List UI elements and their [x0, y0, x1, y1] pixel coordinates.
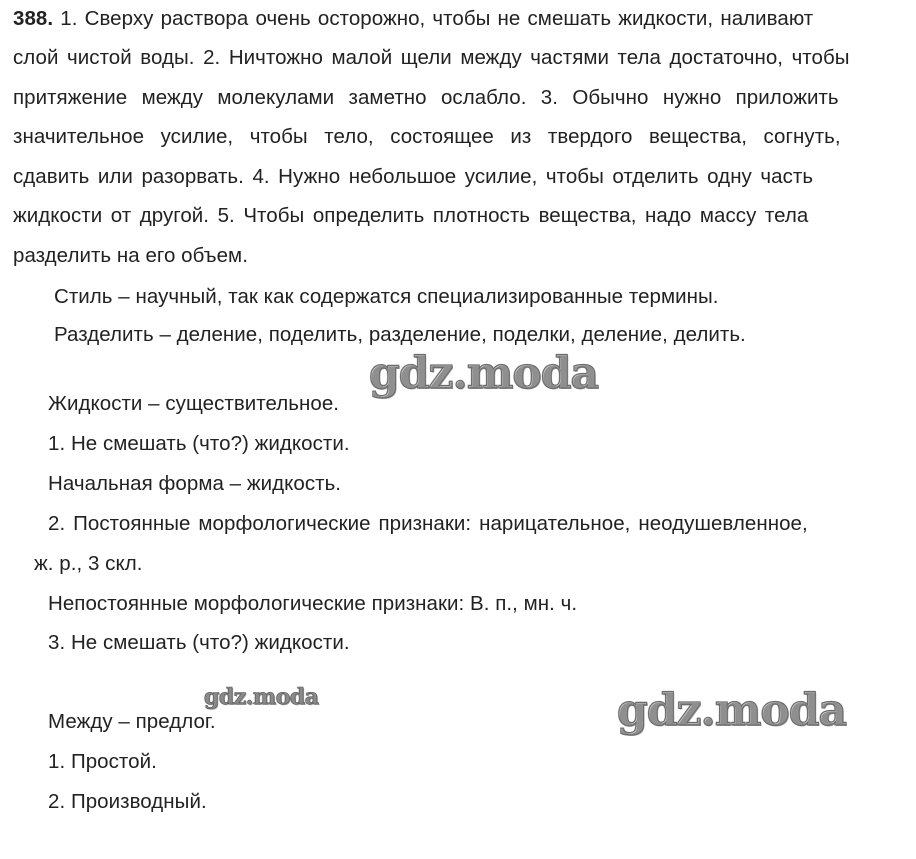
paragraph-line-1 [13, 7, 813, 31]
preposition-item-2: 2. Производный. [48, 790, 207, 813]
watermark-top: gdz.moda [369, 348, 599, 399]
noun-initial-form: Начальная форма – жидкость. [48, 472, 342, 495]
noun-item-1: 1. Не смешать (что?) жидкости. [48, 432, 350, 455]
noun-item-3: 3. Не смешать (что?) жидкости. [48, 631, 350, 654]
paragraph-line-5: сдавить или разорвать. 4. Нужно небольшое усилие, чтобы отделить одну часть [13, 165, 814, 188]
watermark-bottom-right: gdz.moda [617, 685, 847, 736]
style-line: Стиль – научный, так как содержатся специализированные термины. [54, 285, 719, 308]
watermark-small: gdz.moda [204, 684, 319, 710]
exercise-number: 388. [13, 7, 54, 30]
paragraph-line-7: разделить на его объем. [13, 244, 248, 267]
noun-item-2-line-2: ж. р., 3 скл. [34, 552, 143, 575]
divide-line: Разделить – деление, поделить, разделение, поделки, деление, делить. [54, 323, 746, 346]
noun-analysis-title: Жидкости – существительное. [48, 392, 340, 415]
preposition-analysis-title: Между – предлог. [48, 710, 216, 733]
noun-item-2-line-1: 2. Постоянные морфологические признаки: нарицательное, неодушевленное, [48, 512, 808, 535]
paragraph-line-6: жидкости от другой. 5. Чтобы определить плотность вещества, надо массу тела [13, 204, 809, 227]
paragraph-line-1-text: 1. Сверху раствора очень осторожно, чтобы не смешать жидкости, наливают [60, 7, 814, 30]
noun-nonconstant-features: Непостоянные морфологические признаки: В. п., мн. ч. [48, 592, 578, 615]
paragraph-line-3: притяжение между молекулами заметно ослабло. 3. Обычно нужно приложить [13, 86, 839, 109]
paragraph-line-2: слой чистой воды. 2. Ничтожно малой щели между частями тела достаточно, чтобы [13, 46, 850, 69]
paragraph-line-4: значительное усилие, чтобы тело, состоящее из твердого вещества, согнуть, [13, 125, 841, 148]
preposition-item-1: 1. Простой. [48, 750, 157, 773]
